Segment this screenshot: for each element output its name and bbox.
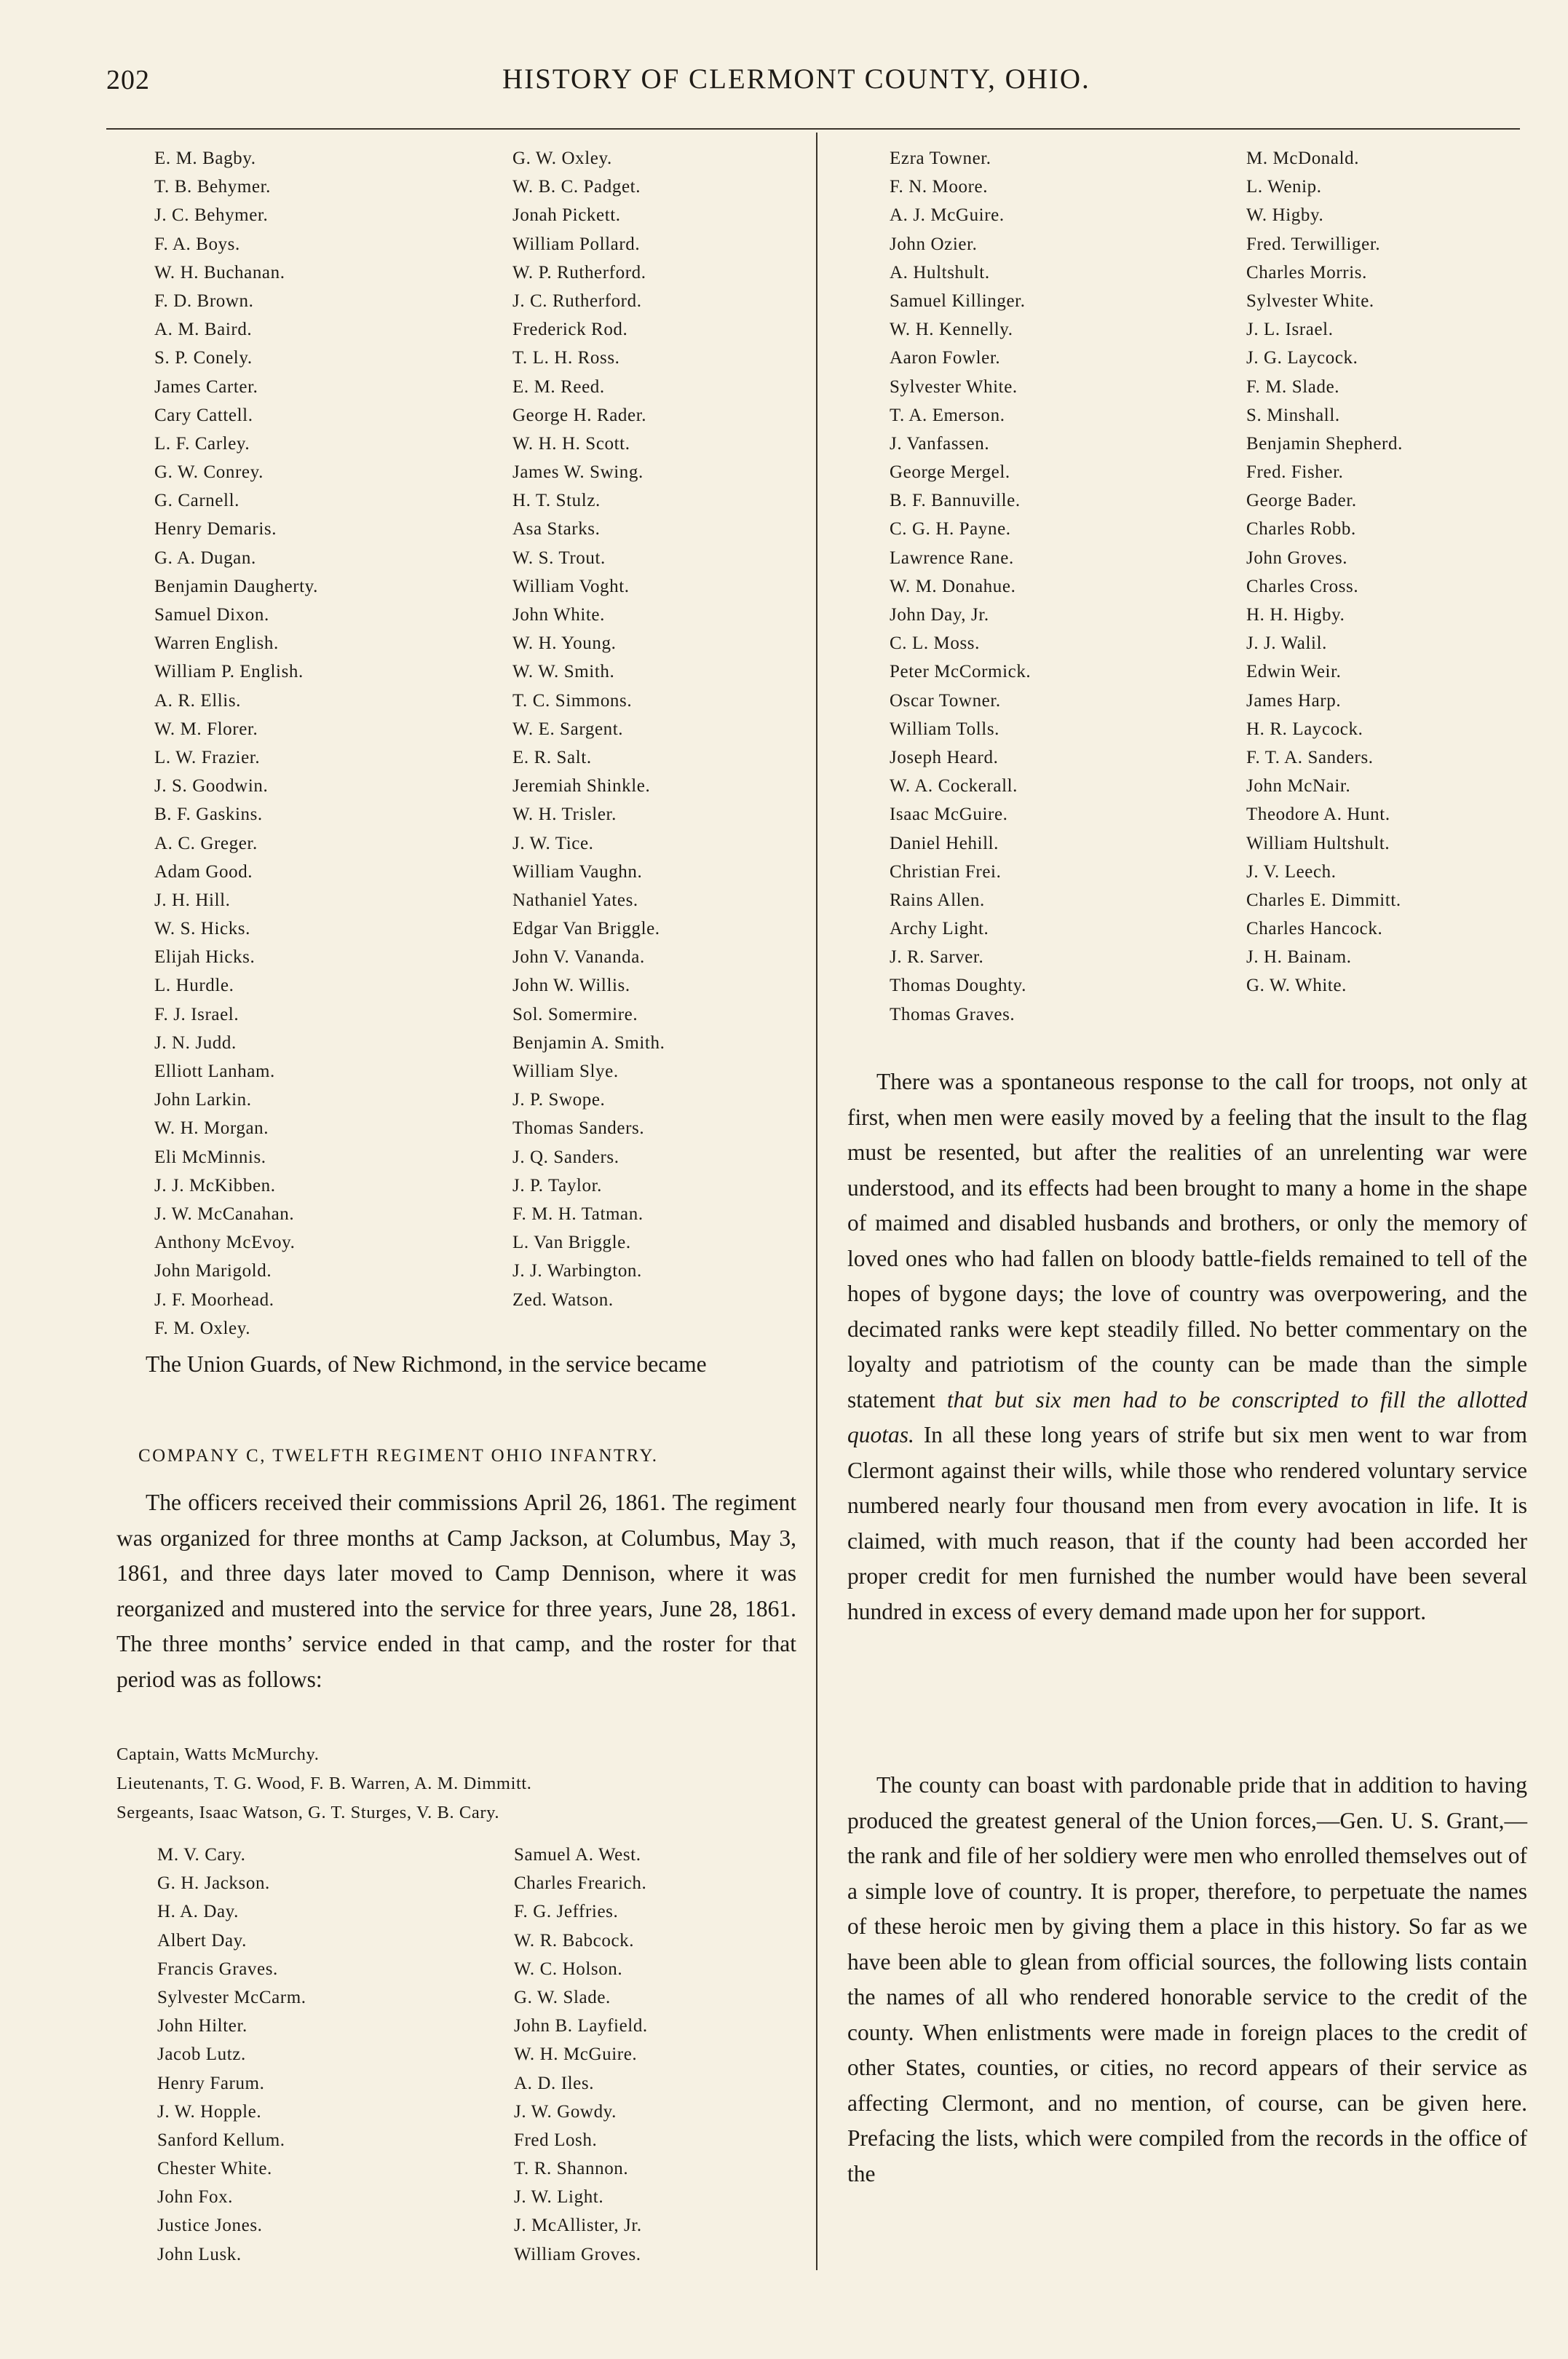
- column-divider: [816, 133, 817, 2270]
- list-item: T. R. Shannon.: [514, 2159, 629, 2179]
- list-item: Charles Robb.: [1246, 519, 1356, 540]
- list-item: George Bader.: [1246, 491, 1357, 511]
- right-paragraph-2: The county can boast with pardonable pride that in addition to having produced the greatest general of the Union forces,—Gen. U. S. Grant,—the rank and file of her soldiery were men who enrolled themselves out of a simple love of country. It is proper, therefore, to perpetuate the names of these heroic men by giving them a place in this history. So far as we have been able to glean from official sources, the following lists contain the names of all who rendered honorable service to the credit of the county. When enlistments were made in foreign places to the credit of other States, counties, or cities, no record appears of their service as affecting Clermont, and no mention, of course, can be given here. Prefacing the lists, which were compiled from the records in the office of the: [847, 1772, 1527, 2186]
- list-item: W. Higby.: [1246, 205, 1324, 226]
- list-item: William P. English.: [154, 662, 304, 682]
- running-title: HISTORY OF CLERMONT COUNTY, OHIO.: [502, 63, 1090, 95]
- list-item: John Marigold.: [154, 1261, 272, 1281]
- list-item: Samuel Dixon.: [154, 605, 269, 625]
- list-item: Benjamin Shepherd.: [1246, 433, 1403, 454]
- sergeants-line: Sergeants, Isaac Watson, G. T. Sturges, V. B. Cary.: [116, 1803, 500, 1822]
- list-item: William Voght.: [512, 576, 630, 596]
- company-heading: COMPANY C, TWELFTH REGIMENT OHIO INFANTRY.: [138, 1446, 659, 1466]
- list-item: W. E. Sargent.: [512, 719, 624, 739]
- list-item: J. W. Light.: [514, 2187, 604, 2208]
- list-item: Sylvester McCarm.: [157, 1987, 306, 2007]
- list-item: F. A. Boys.: [154, 234, 240, 254]
- list-item: A. C. Greger.: [154, 833, 258, 853]
- list-item: F. G. Jeffries.: [514, 1902, 619, 1922]
- company-paragraph: The officers received their commissions April 26, 1861. The regiment was organized for three months at Camp Jackson, at Columbus, May 3, 1861, and three days later moved to Camp Dennison, where it was reorganized and mustered into the service for three years, June 28, 1861. The three months’ service ended in that camp, and the roster for that period was as follows:: [116, 1490, 796, 1692]
- list-item: James W. Swing.: [512, 462, 644, 483]
- list-item: S. P. Conely.: [154, 348, 253, 368]
- list-item: W. W. Smith.: [512, 662, 615, 682]
- list-item: B. F. Gaskins.: [154, 805, 263, 825]
- list-item: John Day, Jr.: [890, 605, 989, 625]
- list-item: Thomas Sanders.: [512, 1118, 645, 1139]
- list-item: William Slye.: [512, 1062, 619, 1081]
- list-item: G. A. Dugan.: [154, 548, 256, 568]
- list-item: J. J. McKibben.: [154, 1175, 276, 1196]
- list-item: J. V. Leech.: [1246, 861, 1337, 882]
- list-item: Edgar Van Briggle.: [512, 919, 660, 939]
- right-paragraph-1-start: There was a spontaneous response to the call for troops, not only at first, when men were easily moved by a feeling that the insult to the flag must be resented, but after the realities of an unrelenting war were understood, and its effects had been brought to many a home in the shape of maimed and disabled husbands and brothers, or only the memory of loved ones who had fallen on bloody battle-fields remained to tell of the hopes of bygone days; the love of country was overpowering, and the decimated ranks were kept steadily filled. No better commentary on the loyalty and patriotism of the county can be made than the simple statement: [847, 1069, 1527, 1412]
- list-item: Albert Day.: [157, 1930, 247, 1951]
- list-item: Benjamin A. Smith.: [512, 1032, 665, 1053]
- list-item: John Larkin.: [154, 1090, 252, 1110]
- list-item: Charles Hancock.: [1246, 919, 1383, 939]
- list-item: John W. Willis.: [512, 976, 630, 996]
- list-item: J. G. Laycock.: [1246, 348, 1358, 368]
- list-item: T. C. Simmons.: [512, 690, 633, 711]
- list-item: Samuel A. West.: [514, 1845, 641, 1865]
- list-item: A. M. Baird.: [154, 320, 253, 340]
- list-item: Samuel Killinger.: [890, 291, 1026, 311]
- list-item: James Carter.: [154, 376, 258, 397]
- lieutenants-line: Lieutenants, T. G. Wood, F. B. Warren, A. M. Dimmitt.: [116, 1774, 532, 1793]
- list-item: Lawrence Rane.: [890, 548, 1014, 568]
- list-item: George H. Rader.: [512, 405, 647, 425]
- list-item: Charles E. Dimmitt.: [1246, 890, 1401, 910]
- list-item: Daniel Hehill.: [890, 833, 999, 853]
- list-item: J. P. Swope.: [512, 1090, 606, 1110]
- list-item: J. C. Rutherford.: [512, 291, 642, 311]
- list-item: Francis Graves.: [157, 1959, 278, 1979]
- list-item: W. R. Babcock.: [514, 1930, 635, 1951]
- list-item: L. F. Carley.: [154, 433, 250, 454]
- list-item: A. R. Ellis.: [154, 690, 242, 711]
- list-item: John Ozier.: [890, 234, 978, 254]
- list-item: J. W. Hopple.: [157, 2101, 262, 2122]
- list-item: S. Minshall.: [1246, 405, 1340, 425]
- list-item: W. M. Donahue.: [890, 576, 1016, 596]
- list-item: W. H. McGuire.: [514, 2044, 638, 2065]
- list-item: John White.: [512, 605, 605, 625]
- list-item: G. W. Oxley.: [512, 149, 612, 168]
- right-top-list-a: [890, 144, 1031, 1029]
- list-item: W. C. Holson.: [514, 1959, 623, 1979]
- header-rule: [106, 128, 1520, 130]
- list-item: H. T. Stulz.: [512, 491, 601, 511]
- list-item: Charles Frearich.: [514, 1873, 647, 1894]
- list-item: John Fox.: [157, 2187, 234, 2208]
- list-item: William Pollard.: [512, 234, 641, 254]
- list-item: Zed. Watson.: [512, 1289, 614, 1310]
- list-item: F. M. Oxley.: [154, 1318, 251, 1338]
- list-item: Nathaniel Yates.: [512, 890, 638, 910]
- list-item: J. R. Sarver.: [890, 947, 984, 968]
- list-item: L. Wenip.: [1246, 177, 1322, 197]
- list-item: Thomas Graves.: [890, 1004, 1015, 1024]
- list-item: J. W. Gowdy.: [514, 2101, 617, 2122]
- list-item: C. G. H. Payne.: [890, 519, 1011, 540]
- list-item: Benjamin Daugherty.: [154, 576, 318, 596]
- list-item: Sylvester White.: [890, 376, 1018, 397]
- list-item: E. M. Bagby.: [154, 149, 256, 168]
- list-item: Isaac McGuire.: [890, 805, 1008, 825]
- list-item: Thomas Doughty.: [890, 976, 1026, 996]
- page-number: 202: [106, 65, 150, 95]
- list-item: J. W. Tice.: [512, 833, 594, 853]
- right-top-list-b: [1246, 144, 1403, 1000]
- list-item: Oscar Towner.: [890, 690, 1001, 711]
- list-item: M. V. Cary.: [157, 1845, 246, 1865]
- list-item: William Groves.: [514, 2244, 641, 2264]
- list-item: Warren English.: [154, 633, 279, 654]
- list-item: Charles Morris.: [1246, 262, 1367, 282]
- list-item: Jeremiah Shinkle.: [512, 776, 651, 797]
- left-top-list-b: [512, 144, 665, 1314]
- list-item: A. Hultshult.: [890, 262, 990, 282]
- list-item: C. L. Moss.: [890, 633, 980, 654]
- list-item: John McNair.: [1246, 776, 1351, 797]
- list-item: William Hultshult.: [1246, 833, 1390, 853]
- list-item: Theodore A. Hunt.: [1246, 805, 1390, 825]
- list-item: L. Hurdle.: [154, 976, 234, 996]
- list-item: J. N. Judd.: [154, 1032, 237, 1053]
- list-item: Edwin Weir.: [1246, 662, 1342, 682]
- list-item: M. McDonald.: [1246, 149, 1360, 168]
- list-item: Fred. Terwilliger.: [1246, 234, 1381, 254]
- right-paragraph-1-end: In all these long years of strife but six men went to war from Clermont against their wills, while those who rendered voluntary service numbered nearly four thousand men from every avocation in life. It is claimed, with much reason, that if the county had been accorded her proper credit for men furnished the number would have been several hundred in excess of every demand made upon her for support.: [847, 1422, 1527, 1624]
- list-item: W. H. H. Scott.: [512, 433, 630, 454]
- list-item: Rains Allen.: [890, 890, 985, 910]
- captain-line: Captain, Watts McMurchy.: [116, 1744, 320, 1764]
- list-item: Sanford Kellum.: [157, 2130, 285, 2150]
- list-item: Eli McMinnis.: [154, 1147, 266, 1167]
- list-item: Frederick Rod.: [512, 320, 628, 340]
- list-item: J. J. Walil.: [1246, 633, 1327, 654]
- list-item: Elliott Lanham.: [154, 1062, 275, 1081]
- list-item: F. M. H. Tatman.: [512, 1204, 644, 1224]
- list-item: G. Carnell.: [154, 491, 239, 511]
- list-item: J. H. Bainam.: [1246, 947, 1352, 968]
- list-item: John Hilter.: [157, 2016, 248, 2036]
- list-item: W. A. Cockerall.: [890, 776, 1018, 797]
- list-item: F. N. Moore.: [890, 177, 989, 197]
- list-item: B. F. Bannuville.: [890, 491, 1021, 511]
- list-item: J. C. Behymer.: [154, 205, 269, 226]
- list-item: H. A. Day.: [157, 1902, 239, 1922]
- list-item: W. S. Trout.: [512, 548, 606, 568]
- list-item: W. P. Rutherford.: [512, 262, 646, 282]
- list-item: Peter McCormick.: [890, 662, 1032, 682]
- list-item: W. H. Kennelly.: [890, 320, 1013, 340]
- list-item: Henry Demaris.: [154, 519, 277, 540]
- list-item: F. D. Brown.: [154, 291, 254, 311]
- list-item: William Vaughn.: [512, 861, 643, 882]
- list-item: Joseph Heard.: [890, 747, 999, 767]
- list-item: Aaron Fowler.: [890, 348, 1001, 368]
- list-item: William Tolls.: [890, 719, 1000, 739]
- union-guards-text: The Union Guards, of New Richmond, in the service became: [146, 1351, 707, 1377]
- list-item: W. S. Hicks.: [154, 919, 250, 939]
- list-item: J. L. Israel.: [1246, 320, 1334, 340]
- list-item: T. A. Emerson.: [890, 405, 1005, 425]
- list-item: J. Q. Sanders.: [512, 1147, 619, 1167]
- list-item: Elijah Hicks.: [154, 947, 256, 968]
- list-item: H. R. Laycock.: [1246, 719, 1363, 739]
- list-item: G. W. White.: [1246, 976, 1347, 996]
- list-item: W. H. Trisler.: [512, 805, 617, 825]
- list-item: Sylvester White.: [1246, 291, 1374, 311]
- list-item: J. H. Hill.: [154, 890, 231, 910]
- list-item: W. B. C. Padget.: [512, 177, 641, 197]
- list-item: L. Van Briggle.: [512, 1233, 631, 1253]
- list-item: John Lusk.: [157, 2244, 242, 2264]
- list-item: J. W. McCanahan.: [154, 1204, 295, 1224]
- list-item: F. M. Slade.: [1246, 376, 1340, 397]
- list-item: Fred Losh.: [514, 2130, 598, 2150]
- list-item: W. M. Florer.: [154, 719, 258, 739]
- list-item: G. W. Slade.: [514, 1987, 611, 2007]
- list-item: Asa Starks.: [512, 519, 601, 540]
- roster-list-b: [514, 1841, 648, 2269]
- list-item: J. P. Taylor.: [512, 1175, 602, 1196]
- list-item: F. J. Israel.: [154, 1004, 239, 1024]
- list-item: W. H. Morgan.: [154, 1118, 269, 1139]
- list-item: L. W. Frazier.: [154, 747, 261, 767]
- list-item: T. L. H. Ross.: [512, 348, 620, 368]
- list-item: A. D. Iles.: [514, 2073, 595, 2093]
- list-item: Anthony McEvoy.: [154, 1233, 296, 1253]
- list-item: Sol. Somermire.: [512, 1004, 638, 1024]
- list-item: A. J. McGuire.: [890, 205, 1005, 226]
- list-item: Fred. Fisher.: [1246, 462, 1344, 483]
- list-item: Jonah Pickett.: [512, 205, 621, 226]
- list-item: Jacob Lutz.: [157, 2044, 246, 2065]
- list-item: J. J. Warbington.: [512, 1261, 642, 1281]
- list-item: E. R. Salt.: [512, 747, 592, 767]
- list-item: James Harp.: [1246, 690, 1342, 711]
- list-item: H. H. Higby.: [1246, 605, 1345, 625]
- list-item: Henry Farum.: [157, 2073, 265, 2093]
- list-item: Cary Cattell.: [154, 405, 253, 425]
- list-item: Ezra Towner.: [890, 149, 991, 168]
- list-item: G. H. Jackson.: [157, 1873, 270, 1894]
- list-item: John Groves.: [1246, 548, 1348, 568]
- left-top-list-a: [154, 144, 318, 1343]
- list-item: W. H. Buchanan.: [154, 262, 285, 282]
- list-item: J. F. Moorhead.: [154, 1289, 274, 1310]
- roster-list-a: [157, 1841, 306, 2269]
- list-item: George Mergel.: [890, 462, 1010, 483]
- list-item: Adam Good.: [154, 861, 253, 882]
- list-item: W. H. Young.: [512, 633, 617, 654]
- list-item: G. W. Conrey.: [154, 462, 264, 483]
- list-item: J. McAllister, Jr.: [514, 2216, 642, 2236]
- list-item: Chester White.: [157, 2159, 272, 2179]
- right-paragraph-1: [847, 1064, 1527, 1629]
- list-item: F. T. A. Sanders.: [1246, 747, 1374, 767]
- list-item: T. B. Behymer.: [154, 177, 271, 197]
- list-item: E. M. Reed.: [512, 376, 605, 397]
- conscription-emphasis: that but six men had to be conscripted to fill the allotted quotas.: [847, 1386, 1527, 1447]
- list-item: J. S. Goodwin.: [154, 776, 269, 797]
- list-item: Charles Cross.: [1246, 576, 1359, 596]
- list-item: John B. Layfield.: [514, 2016, 648, 2036]
- list-item: J. Vanfassen.: [890, 433, 990, 454]
- list-item: Archy Light.: [890, 919, 989, 939]
- list-item: Christian Frei.: [890, 861, 1002, 882]
- list-item: Justice Jones.: [157, 2216, 263, 2236]
- list-item: John V. Vananda.: [512, 947, 645, 968]
